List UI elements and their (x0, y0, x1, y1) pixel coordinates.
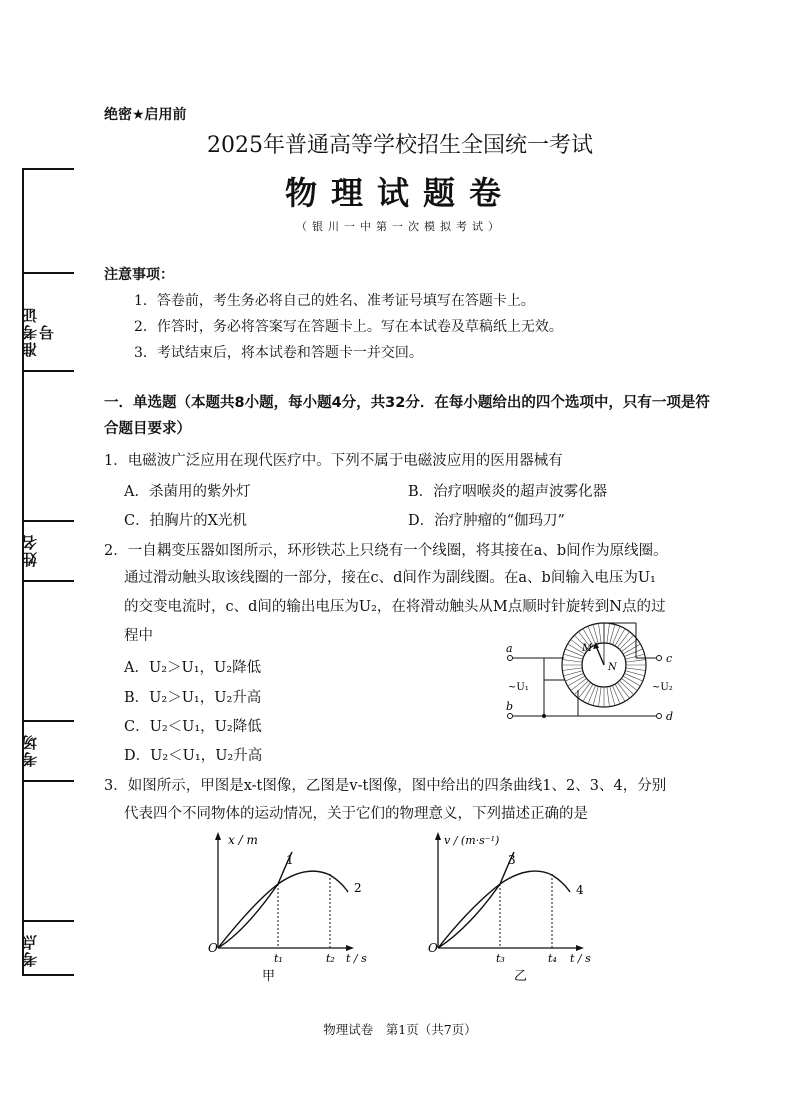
exam-title: 2025年普通高等学校招生全国统一考试 (207, 133, 593, 158)
notice-item: 3．考试结束后，将本试卷和答题卡一并交回。 (134, 345, 423, 361)
y-axis-label: x / m (228, 833, 258, 847)
y-axis-label: v / (m·s⁻¹) (444, 834, 500, 847)
curve-3-label: 3 (508, 853, 516, 867)
sidebar-divider (22, 580, 74, 582)
x-axis-arrow (346, 945, 354, 951)
question-2-stem-line: 的交变电流时，c、d间的输出电压为U₂，在将滑动触头从M点顺时针旋转到N点的过 (124, 599, 666, 615)
x-axis-label: t / s (570, 952, 591, 965)
coil-turn (615, 629, 625, 646)
label-d: d (666, 710, 674, 723)
t4-label: t₄ (548, 952, 557, 965)
terminal-a (508, 656, 513, 661)
label-m: M (582, 643, 593, 654)
coil-turn (562, 660, 582, 663)
origin-label: O (428, 941, 438, 955)
question-2-stem-line: 2．一自耦变压器如图所示，环形铁芯上只绕有一个线圈，将其接在a、b间作为原线圈。 (104, 543, 668, 559)
sidebar-divider (22, 720, 74, 722)
transformer-figure (496, 620, 686, 724)
graph-caption: 乙 (514, 969, 528, 984)
origin-label: O (208, 941, 218, 955)
section-heading: 一．单选题（本题共8小题，每小题4分，共32分．在每小题给出的四个选项中，只有一项是符合题目要求） (104, 395, 710, 437)
question-2-stem-line: 通过滑动触头取该线圈的一部分，接在c、d间作为副线圈。在a、b间输入电压为U₁ (124, 570, 656, 586)
label-c: c (666, 652, 673, 665)
coil-turn (607, 687, 610, 707)
sidebar-divider (22, 370, 74, 372)
graph-vt (420, 830, 600, 990)
label-u1: ~U₁ (508, 682, 529, 693)
t2-label: t₂ (326, 952, 335, 965)
sidebar-label-exam-number: 准考证号 (21, 306, 56, 358)
sidebar-label-site: 考点 (21, 933, 39, 967)
coil-turn (583, 684, 593, 701)
label-a: a (506, 642, 513, 655)
label-u2: ~U₂ (652, 682, 673, 693)
terminal-d (657, 714, 662, 719)
junction (542, 714, 546, 718)
coil-turn (626, 668, 646, 671)
q1-option-b: B．治疗咽喉炎的超声波雾化器 (408, 484, 608, 500)
y-axis-arrow (215, 832, 221, 840)
coil-turn (623, 676, 640, 686)
sidebar-divider (22, 520, 74, 522)
y-axis-arrow (435, 832, 441, 840)
q1-option-c: C．拍胸片的X光机 (124, 513, 247, 529)
label-b: b (506, 700, 514, 713)
graph-xt (200, 830, 370, 990)
secret-label: 绝密★启用前 (104, 107, 187, 123)
q2-option-c: C．U₂＜U₁，U₂降低 (124, 719, 262, 735)
q2-option-d: D．U₂＜U₁，U₂升高 (124, 748, 263, 764)
slider-arm (596, 646, 604, 665)
coil-turn (615, 684, 625, 701)
question-2-stem-line: 程中 (124, 628, 153, 644)
sidebar-label-name: 姓名 (21, 533, 39, 567)
terminal-c (657, 656, 662, 661)
sidebar-divider (22, 920, 74, 922)
q1-option-d: D．治疗肿瘤的“伽玛刀” (408, 513, 565, 529)
binding-sidebar (22, 168, 74, 976)
question-1-stem: 1．电磁波广泛应用在现代医疗中。下列不属于电磁波应用的医用器械有 (104, 453, 563, 469)
label-n: N (608, 662, 617, 673)
notice-item: 2．作答时，务必将答案写在答题卡上。写在本试卷及草稿纸上无效。 (134, 319, 563, 335)
q1-option-a: A．杀菌用的紫外灯 (124, 484, 251, 500)
paper-subtitle: （银川一中第一次模拟考试） (296, 220, 504, 233)
sidebar-divider (22, 780, 74, 782)
curve-4 (438, 871, 570, 948)
sidebar-label-room: 考场 (21, 733, 39, 767)
q2-option-b: B．U₂＞U₁，U₂升高 (124, 690, 262, 706)
graph-caption: 甲 (262, 969, 276, 984)
coil-turn (607, 623, 610, 643)
x-axis-arrow (576, 945, 584, 951)
coil-turn (562, 668, 582, 671)
curve-2-label: 2 (354, 881, 362, 895)
page-footer: 物理试卷 第1页（共7页） (323, 1022, 477, 1037)
coil-turn (623, 644, 640, 654)
coil-turn (599, 623, 602, 643)
question-3-stem-line: 3．如图所示，甲图是x-t图像，乙图是v-t图像，图中给出的四条曲线1、2、3、4，分别 (104, 778, 667, 794)
curve-4-label: 4 (576, 883, 584, 897)
t3-label: t₃ (496, 952, 505, 965)
coil-turn (568, 676, 585, 686)
q2-option-a: A．U₂＞U₁，U₂降低 (124, 660, 262, 676)
paper-title: 物理试题卷 (284, 174, 515, 212)
coil-turn (599, 687, 602, 707)
curve-1-label: 1 (286, 853, 294, 867)
curve-2 (218, 871, 348, 948)
sidebar-divider (22, 272, 74, 274)
x-axis-label: t / s (346, 952, 367, 965)
t1-label: t₁ (274, 952, 283, 965)
coil-turn (626, 660, 646, 663)
question-3-stem-line: 代表四个不同物体的运动情况，关于它们的物理意义，下列描述正确的是 (124, 806, 588, 822)
notice-heading: 注意事项： (104, 267, 174, 283)
notice-item: 1．答卷前，考生务必将自己的姓名、准考证号填写在答题卡上。 (134, 293, 535, 309)
terminal-b (508, 714, 513, 719)
